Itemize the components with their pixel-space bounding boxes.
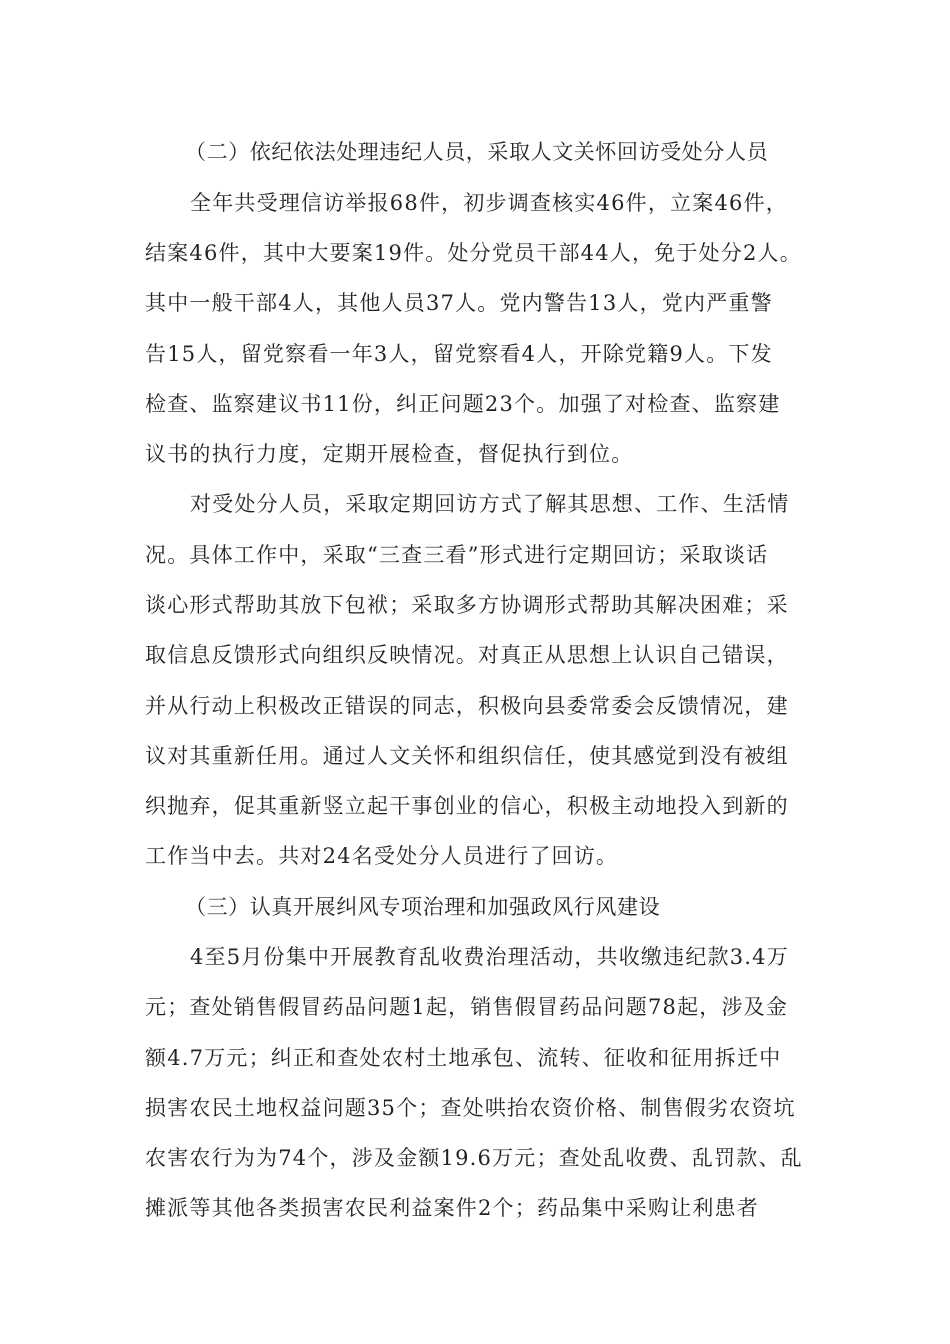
- paragraph-line: 工作当中去。共对24名受处分人员进行了回访。: [145, 844, 619, 868]
- paragraph-line: 并从行动上积极改正错误的同志，积极向县委常委会反馈情况，建: [145, 694, 789, 718]
- paragraph-line: 取信息反馈形式向组织反映情况。对真正从思想上认识自己错误，: [145, 643, 789, 667]
- paragraph-line: 其中一般干部4人，其他人员37人。党内警告13人，党内严重警: [145, 291, 773, 315]
- paragraph-line: 告15人，留党察看一年3人，留党察看4人，开除党籍9人。下发: [145, 342, 773, 366]
- paragraph-line: 全年共受理信访举报68件，初步调查核实46件，立案46件，: [190, 191, 788, 215]
- paragraph-line: 谈心形式帮助其放下包袱；采取多方协调形式帮助其解决困难；采: [145, 593, 789, 617]
- section-heading: （三）认真开展纠风专项治理和加强政风行风建设: [185, 895, 661, 919]
- paragraph-line: 4至5月份集中开展教育乱收费治理活动，共收缴违纪款3.4万: [190, 945, 789, 969]
- paragraph-line: 对受处分人员，采取定期回访方式了解其思想、工作、生活情: [190, 492, 790, 516]
- paragraph-line: 检查、监察建议书11份，纠正问题23个。加强了对检查、监察建: [145, 392, 781, 416]
- paragraph-line: 结案46件，其中大要案19件。处分党员干部44人，免于处分2人。: [145, 241, 802, 265]
- paragraph-line: 议书的执行力度，定期开展检查，督促执行到位。: [145, 442, 634, 466]
- paragraph-line: 元；查处销售假冒药品问题1起，销售假冒药品问题78起，涉及金: [145, 995, 789, 1019]
- paragraph-line: 况。具体工作中，采取“三查三看”形式进行定期回访；采取谈话: [145, 543, 769, 567]
- paragraph-line: 额4.7万元；纠正和查处农村土地承包、流转、征收和征用拆迁中: [145, 1046, 782, 1070]
- paragraph-line: 议对其重新任用。通过人文关怀和组织信任，使其感觉到没有被组: [145, 744, 789, 768]
- paragraph-line: 织抛弃，促其重新竖立起干事创业的信心，积极主动地投入到新的: [145, 794, 789, 818]
- paragraph-line: 农害农行为为74个，涉及金额19.6万元；查处乱收费、乱罚款、乱: [145, 1146, 803, 1170]
- paragraph-line: 摊派等其他各类损害农民利益案件2个；药品集中采购让利患者: [145, 1196, 759, 1220]
- section-heading: （二）依纪依法处理违纪人员，采取人文关怀回访受处分人员: [185, 140, 769, 164]
- paragraph-line: 损害农民土地权益问题35个；查处哄抬农资价格、制售假劣农资坑: [145, 1096, 796, 1120]
